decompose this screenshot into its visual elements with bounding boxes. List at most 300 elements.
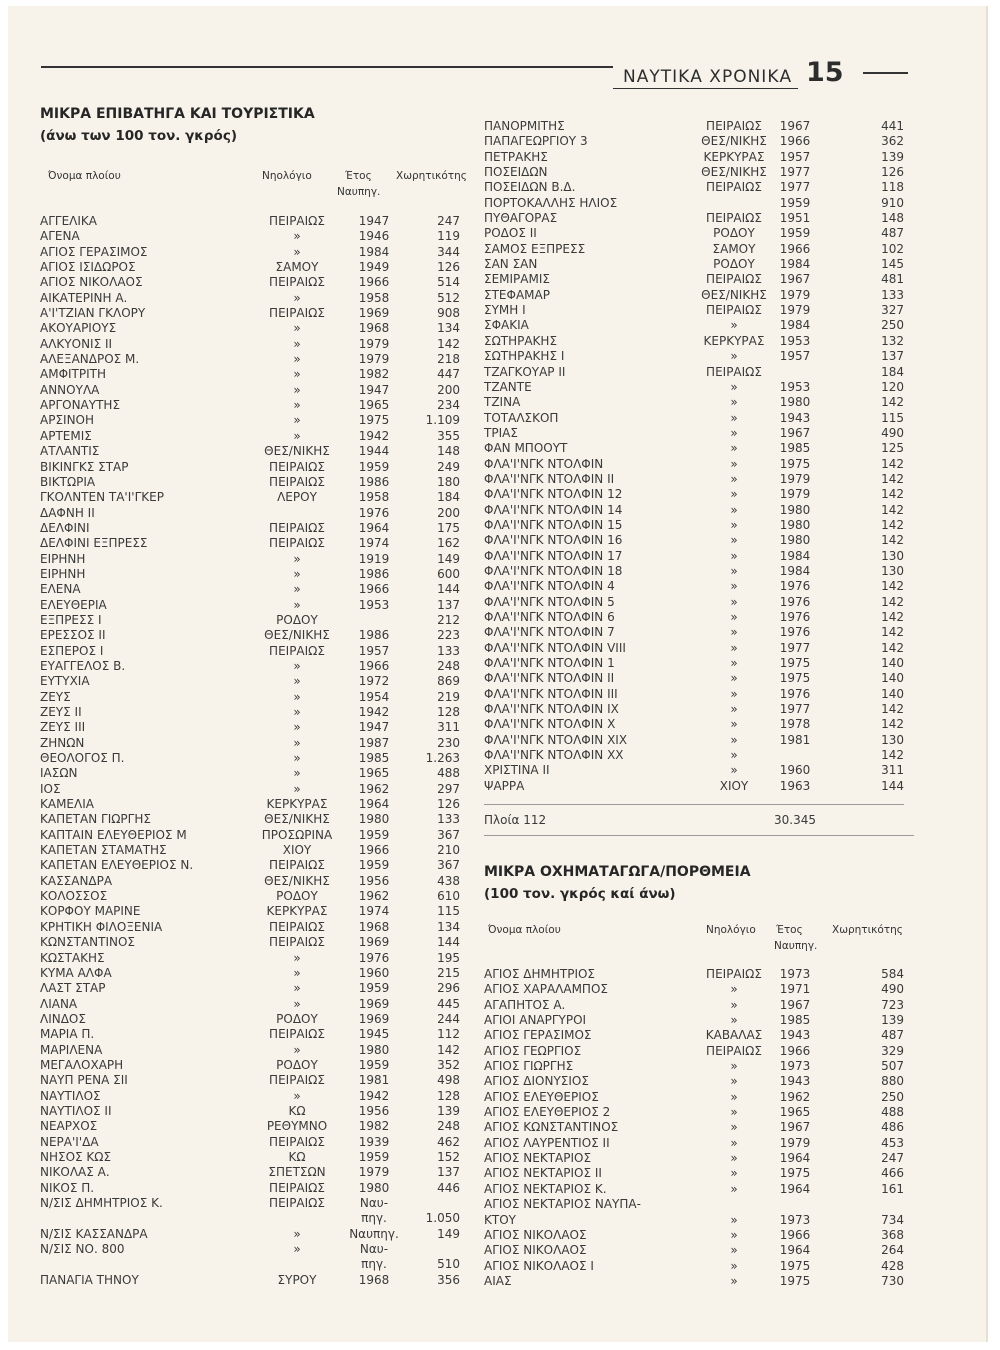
table-row — [40, 613, 480, 628]
tonnage: 215 — [437, 965, 460, 980]
build-year: 1964 — [779, 1243, 811, 1258]
tonnage: 910 — [881, 195, 904, 210]
tonnage: 148 — [881, 211, 904, 226]
registry-port: » — [730, 982, 738, 997]
tonnage: 140 — [881, 686, 904, 701]
table-row — [484, 1182, 924, 1197]
build-year: 1976 — [779, 686, 811, 701]
build-year: πηγ. — [361, 1257, 387, 1272]
table-row — [484, 180, 924, 195]
build-year: 1979 — [779, 471, 811, 486]
build-year: 1957 — [779, 149, 811, 164]
ship-name: ΡΟΔΟΣ ΙΙ — [484, 226, 537, 241]
registry-port: ΡΟΔΟΥ — [276, 612, 318, 627]
registry-port: ΘΕΣ/ΝΙΚΗΣ — [701, 134, 767, 149]
ship-name: ΖΗΝΩΝ — [40, 735, 85, 750]
build-year: 1946 — [358, 229, 390, 244]
registry-port: » — [293, 597, 301, 612]
ship-name: ΙΑΣΩΝ — [40, 766, 78, 781]
registry-port: ΠΕΙΡΑΙΩΣ — [269, 1027, 325, 1042]
table-row — [484, 472, 924, 487]
ship-name: ΖΕΥΣ ΙΙ — [40, 705, 82, 719]
build-year: 1966 — [779, 134, 811, 149]
registry-port: ΚΩ — [288, 1149, 306, 1164]
table-row — [40, 736, 480, 751]
ship-name: ΕΥΤΥΧΙΑ — [40, 674, 90, 689]
table-row — [484, 1274, 924, 1289]
registry-port: ΘΕΣ/ΝΙΚΗΣ — [264, 873, 330, 888]
tonnage: 149 — [437, 1226, 460, 1241]
build-year: 1966 — [779, 1043, 811, 1058]
tonnage: 142 — [881, 517, 904, 532]
ship-name: ΕΙΡΗΝΗ — [40, 566, 86, 581]
build-year: 1976 — [779, 610, 811, 624]
build-year: 1957 — [779, 349, 811, 364]
build-year: 1977 — [779, 640, 811, 655]
build-year: 1973 — [779, 967, 811, 981]
ship-name: ΝΙΚΟΛΑΣ Α. — [40, 1165, 110, 1180]
ship-name: ΔΑΦΝΗ ΙΙ — [40, 505, 95, 520]
registry-port: » — [730, 1181, 738, 1196]
ship-name: ΑΓΓΕΛΙΚΑ — [40, 214, 97, 228]
registry-port: ΠΕΙΡΑΙΩΣ — [706, 272, 762, 287]
ship-name: ΦΛΑ'Ι'ΝΓΚ ΝΤΟΛΦΙΝ ΙΧ — [484, 702, 619, 717]
build-year: 1957 — [358, 643, 390, 658]
table-row — [40, 797, 480, 812]
build-year: 1975 — [358, 413, 390, 428]
section-subtitle-passenger: (άνω των 100 τον. γκρός) — [40, 128, 238, 144]
build-year: 1966 — [358, 658, 390, 673]
tonnage: 210 — [437, 843, 460, 858]
tonnage: 148 — [437, 444, 460, 459]
build-year: 1967 — [779, 1120, 811, 1135]
table-row — [40, 1165, 480, 1180]
table-row — [484, 1120, 924, 1135]
build-year: 1959 — [358, 1149, 390, 1164]
build-year: πηγ. — [361, 1211, 387, 1226]
table-row — [484, 1228, 924, 1243]
table-row — [484, 671, 924, 686]
table-row — [484, 380, 924, 395]
table-row — [484, 967, 924, 982]
build-year: 1962 — [779, 1089, 811, 1104]
table-row — [40, 1104, 480, 1119]
table-row — [40, 337, 480, 352]
registry-port: » — [293, 582, 301, 597]
ship-name: ΑΚΟΥΑΡΙΟΥΣ — [40, 321, 117, 336]
ship-name: Ν/ΣΙΣ ΝΟ. 800 — [40, 1242, 125, 1257]
ship-name: ΑΡΤΕΜΙΣ — [40, 428, 92, 443]
table-row — [484, 226, 924, 241]
tonnage: 119 — [437, 229, 460, 244]
registry-port: » — [730, 1105, 738, 1120]
table-row — [484, 1151, 924, 1166]
table-row — [484, 1090, 924, 1105]
build-year: 1971 — [779, 982, 811, 997]
table-row — [484, 564, 924, 579]
tonnage: 144 — [437, 582, 460, 597]
tonnage: 130 — [881, 732, 904, 747]
registry-port: » — [730, 997, 738, 1012]
table-row — [40, 413, 480, 428]
ship-name: ΠΟΣΕΙΔΩΝ Β.Δ. — [484, 180, 576, 195]
registry-port: » — [730, 563, 738, 578]
registry-port: » — [293, 1088, 301, 1103]
build-year: 1965 — [358, 398, 390, 413]
ship-name: ΦΛΑ'Ι'ΝΓΚ ΝΤΟΛΦΙΝ 18 — [484, 563, 623, 578]
build-year: 1942 — [358, 428, 390, 443]
tonnage: 297 — [437, 781, 460, 796]
registry-port: » — [293, 566, 301, 581]
tonnage: 218 — [437, 352, 460, 367]
registry-port: » — [293, 367, 301, 382]
registry-port: » — [293, 1242, 301, 1257]
table-row — [40, 843, 480, 858]
build-year: 1985 — [779, 1013, 811, 1028]
build-year: 1980 — [779, 533, 811, 548]
build-year: 1969 — [358, 996, 390, 1011]
build-year: 1966 — [358, 275, 390, 290]
ship-name: ΚΑΜΕΛΙΑ — [40, 797, 94, 812]
table-row — [40, 383, 480, 398]
ship-name: ΕΛΕΝΑ — [40, 582, 81, 597]
tonnage: 723 — [881, 997, 904, 1012]
build-year: 1943 — [779, 1028, 811, 1043]
passenger-total-block — [484, 801, 924, 836]
table-row — [40, 1211, 480, 1226]
ship-name: ΕΣΠΕΡΟΣ Ι — [40, 643, 104, 658]
registry-port: » — [730, 732, 738, 747]
ship-name: ΑΓΙΟΣ ΛΑΥΡΕΝΤΙΟΣ ΙΙ — [484, 1135, 610, 1150]
ship-name: ΚΑΠΕΤΑΝ ΣΤΑΜΑΤΗΣ — [40, 843, 167, 858]
table-row — [484, 457, 924, 472]
tonnage: 481 — [881, 272, 904, 287]
build-year: 1976 — [779, 579, 811, 594]
registry-port: ΠΕΙΡΑΙΩΣ — [706, 119, 762, 133]
table-row — [484, 982, 924, 997]
registry-port: » — [293, 413, 301, 428]
build-year: 1984 — [779, 257, 811, 272]
table-row — [484, 998, 924, 1013]
registry-port: ΠΕΙΡΑΙΩΣ — [706, 967, 762, 981]
tonnage: 453 — [881, 1135, 904, 1150]
build-year: 1969 — [358, 306, 390, 321]
build-year: 1958 — [358, 290, 390, 305]
table-row — [40, 644, 480, 659]
ship-name: ΦΛΑ'Ι'ΝΓΚ ΝΤΟΛΦΙΝ 17 — [484, 548, 623, 563]
ship-name: ΦΛΑ'Ι'ΝΓΚ ΝΤΟΛΦΙΝ — [484, 456, 604, 471]
registry-port: » — [730, 748, 738, 763]
tonnage: 250 — [881, 318, 904, 333]
registry-port: » — [730, 349, 738, 364]
ship-name: ΑΜΦΙΤΡΙΤΗ — [40, 367, 107, 382]
registry-port: ΣΑΜΟΥ — [712, 241, 756, 256]
build-year: Ναυ- — [359, 1242, 389, 1257]
tonnage: 446 — [437, 1180, 460, 1195]
build-year: 1959 — [358, 459, 390, 474]
tonnage: 142 — [881, 702, 904, 717]
build-year: 1984 — [358, 244, 390, 259]
tonnage: 247 — [437, 214, 460, 228]
table-row — [40, 275, 480, 290]
table-row — [40, 291, 480, 306]
ship-name: ΛΙΑΝΑ — [40, 996, 78, 1011]
build-year: 1966 — [779, 241, 811, 256]
build-year: 1969 — [358, 935, 390, 950]
registry-port: » — [730, 471, 738, 486]
tonnage: 144 — [437, 935, 460, 950]
registry-port: » — [293, 551, 301, 566]
ship-name: ΠΟΣΕΙΔΩΝ — [484, 165, 548, 180]
registry-port: » — [730, 1059, 738, 1074]
ship-name: ΦΛΑ'Ι'ΝΓΚ ΝΤΟΛΦΙΝ ΧΙΧ — [484, 732, 628, 747]
tonnage: 908 — [437, 306, 460, 321]
registry-port: ΧΙΟΥ — [282, 843, 312, 858]
tonnage: 115 — [437, 904, 460, 919]
tonnage: 144 — [881, 778, 904, 793]
section-title-passenger: ΜΙΚΡΑ ΕΠΙΒΑΤΗΓΑ ΚΑΙ ΤΟΥΡΙΣΤΙΚΑ — [40, 106, 315, 122]
tonnage: 137 — [437, 597, 460, 612]
registry-port: ΠΡΟΣΩΡΙΝΑ — [261, 827, 333, 842]
build-year: 1981 — [779, 732, 811, 747]
tonnage: 730 — [881, 1273, 904, 1288]
registry-port: ΠΕΙΡΑΙΩΣ — [706, 303, 762, 318]
ship-name: ΝΗΣΟΣ ΚΩΣ — [40, 1149, 112, 1164]
tonnage: 445 — [437, 996, 460, 1011]
build-year: 1962 — [358, 889, 390, 904]
tonnage: 344 — [437, 244, 460, 259]
build-year: 1984 — [779, 318, 811, 333]
total-separator — [484, 804, 904, 805]
col-header-year: Έτος — [345, 170, 372, 182]
table-row — [40, 720, 480, 735]
build-year: 1942 — [358, 1088, 390, 1103]
ferry-col-header-year-2: Ναυπηγ. — [774, 940, 818, 952]
build-year: 1942 — [358, 705, 390, 719]
tonnage: 1.263 — [425, 751, 460, 766]
table-row — [40, 828, 480, 843]
registry-port: ΡΕΘΥΜΝΟ — [266, 1119, 328, 1134]
build-year: 1968 — [358, 919, 390, 934]
build-year: 1984 — [779, 563, 811, 578]
ship-name: ΤΖΙΝΑ — [484, 395, 521, 410]
ship-name: ΔΕΛΦΙΝΙ — [40, 520, 90, 535]
table-row — [40, 858, 480, 873]
registry-port: » — [293, 658, 301, 673]
table-row — [484, 211, 924, 226]
tonnage: 249 — [437, 459, 460, 474]
ship-name: ΚΩΝΣΤΑΝΤΙΝΟΣ — [40, 935, 135, 950]
build-year: 1975 — [779, 1273, 811, 1288]
build-year: 1980 — [358, 1180, 390, 1195]
table-row — [484, 1028, 924, 1043]
ship-name: ΠΑΝΑΓΙΑ ΤΗΝΟΥ — [40, 1272, 139, 1287]
registry-port: » — [730, 379, 738, 394]
registry-port: » — [730, 517, 738, 532]
registry-port: » — [730, 1135, 738, 1150]
tonnage: 367 — [437, 827, 460, 842]
registry-port: » — [293, 1042, 301, 1057]
ship-name: ΦΛΑ'Ι'ΝΓΚ ΝΤΟΛΦΙΝ 5 — [484, 594, 615, 609]
tonnage: 247 — [881, 1151, 904, 1166]
ship-name: ΑΓΙΟΣ ΔΙΟΝΥΣΙΟΣ — [484, 1074, 589, 1089]
tonnage: 219 — [437, 689, 460, 704]
registry-port: ΠΕΙΡΑΙΩΣ — [269, 306, 325, 321]
ship-name: ΚΟΡΦΟΥ ΜΑΡΙΝΕ — [40, 904, 141, 919]
registry-port: ΣΥΡΟΥ — [277, 1272, 317, 1287]
registry-port: ΚΩ — [288, 1103, 306, 1118]
build-year: 1977 — [779, 165, 811, 180]
build-year: 1977 — [779, 702, 811, 717]
ship-name: ΝΑΥΠ ΡΕΝΑ ΣΙΙ — [40, 1073, 128, 1088]
ship-name: ΚΑΠΤΑΙΝ ΕΛΕΥΘΕΡΙΟΣ Μ — [40, 827, 187, 842]
tonnage: 441 — [881, 119, 904, 133]
build-year: 1947 — [358, 382, 390, 397]
tonnage: 584 — [881, 967, 904, 981]
table-row — [40, 1073, 480, 1088]
table-row — [484, 748, 924, 763]
table-row — [40, 506, 480, 521]
table-row — [484, 1259, 924, 1274]
tonnage: 128 — [437, 1088, 460, 1103]
tonnage: 223 — [437, 628, 460, 643]
tonnage: 145 — [881, 257, 904, 272]
table-row — [40, 1242, 480, 1257]
section-subtitle-ferries: (100 τον. γκρός καί άνω) — [484, 886, 676, 902]
ship-name: ΦΛΑ'Ι'ΝΓΚ ΝΤΟΛΦΙΝ 7 — [484, 625, 615, 640]
build-year: 1951 — [779, 211, 811, 226]
tonnage: 115 — [881, 410, 904, 425]
registry-port: ΠΕΙΡΑΙΩΣ — [269, 536, 325, 551]
tonnage: 487 — [881, 226, 904, 241]
registry-port: ΠΕΙΡΑΙΩΣ — [269, 275, 325, 290]
build-year: 1953 — [358, 597, 390, 612]
table-row — [40, 229, 480, 244]
build-year: 1986 — [358, 474, 390, 489]
registry-port: ΚΕΡΚΥΡΑΣ — [703, 149, 765, 164]
build-year: 1963 — [779, 778, 811, 793]
build-year: 1969 — [358, 1011, 390, 1026]
build-year: 1968 — [358, 321, 390, 336]
col-header-name: Όνομα πλοίου — [48, 170, 121, 182]
build-year: 1965 — [358, 766, 390, 781]
tonnage: 311 — [437, 720, 460, 735]
tonnage: 142 — [881, 487, 904, 502]
table-row — [484, 533, 924, 548]
build-year: 1977 — [779, 180, 811, 195]
ship-name: ΦΛΑ'Ι'ΝΓΚ ΝΤΟΛΦΙΝ ΙΙ — [484, 671, 615, 686]
registry-port: ΠΕΙΡΑΙΩΣ — [269, 214, 325, 228]
table-row — [40, 444, 480, 459]
tonnage: 130 — [881, 548, 904, 563]
registry-port: » — [730, 594, 738, 609]
ship-name: Ν/ΣΙΣ ΚΑΣΣΑΝΔΡΑ — [40, 1226, 148, 1241]
build-year: 1979 — [358, 352, 390, 367]
table-row — [484, 1074, 924, 1089]
registry-port: » — [730, 717, 738, 732]
table-row — [484, 1044, 924, 1059]
registry-port: » — [293, 720, 301, 735]
ship-name: ΣΤΕΦΑΜΑΡ — [484, 287, 550, 302]
table-row — [40, 904, 480, 919]
tonnage: 142 — [881, 395, 904, 410]
ship-name: ΖΕΥΣ — [40, 689, 71, 704]
tonnage: 514 — [437, 275, 460, 290]
registry-port: ΠΕΙΡΑΙΩΣ — [269, 935, 325, 950]
table-row — [484, 395, 924, 410]
table-row — [40, 874, 480, 889]
tonnage: 142 — [881, 502, 904, 517]
tonnage: 311 — [881, 763, 904, 778]
registry-port: ΠΕΙΡΑΙΩΣ — [269, 919, 325, 934]
table-row — [484, 763, 924, 778]
tonnage: 152 — [437, 1149, 460, 1164]
table-row — [40, 1150, 480, 1165]
build-year: 1979 — [358, 336, 390, 351]
registry-port: » — [730, 1074, 738, 1089]
col-header-year-2: Ναυπηγ. — [337, 186, 381, 198]
registry-port: » — [730, 671, 738, 686]
build-year: 1985 — [358, 751, 390, 766]
table-row — [40, 1119, 480, 1134]
build-year: 1959 — [779, 226, 811, 241]
tonnage: 490 — [881, 425, 904, 440]
tonnage: 184 — [437, 490, 460, 505]
registry-port: ΠΕΙΡΑΙΩΣ — [269, 1196, 325, 1210]
build-year: 1967 — [779, 119, 811, 133]
registry-port: ΠΕΙΡΑΙΩΣ — [706, 180, 762, 195]
table-row — [40, 812, 480, 827]
table-row — [484, 426, 924, 441]
build-year: 1945 — [358, 1027, 390, 1042]
tonnage: 510 — [437, 1257, 460, 1272]
registry-port: » — [730, 1120, 738, 1135]
ship-name: ΜΕΓΑΛΟΧΑΡΗ — [40, 1057, 124, 1072]
registry-port: ΠΕΙΡΑΙΩΣ — [269, 858, 325, 873]
ship-name: ΑΓΙΟΣ ΧΑΡΑΛΑΜΠΟΣ — [484, 982, 608, 997]
build-year: 1982 — [358, 1119, 390, 1134]
table-row — [484, 687, 924, 702]
registry-port: » — [293, 996, 301, 1011]
registry-port: » — [730, 1243, 738, 1258]
build-year: 1967 — [779, 272, 811, 287]
total-value: 30.345 — [774, 813, 816, 827]
table-row — [40, 1027, 480, 1042]
ship-name: ΦΛΑ'Ι'ΝΓΚ ΝΤΟΛΦΙΝ 14 — [484, 502, 623, 517]
ferry-col-header-port: Νηολόγιο — [706, 924, 756, 936]
ship-name: ΑΓΑΠΗΤΟΣ Α. — [484, 997, 566, 1012]
section-title-ferries: ΜΙΚΡΑ ΟΧΗΜΑΤΑΓΩΓΑ/ΠΟΡΘΜΕΙΑ — [484, 864, 751, 880]
build-year: 1975 — [779, 671, 811, 686]
ship-name: ΑΓΙΟΣ ΝΕΚΤΑΡΙΟΣ ΝΑΥΠΑ- — [484, 1197, 641, 1212]
registry-port: » — [730, 1166, 738, 1181]
ship-name: ΒΙΚΙΝΓΚΣ ΣΤΑΡ — [40, 459, 129, 474]
table-row — [40, 1196, 480, 1211]
build-year: 1984 — [779, 548, 811, 563]
passenger-list-right — [484, 119, 924, 794]
build-year: 1947 — [358, 214, 390, 228]
tonnage: 327 — [881, 303, 904, 318]
table-row — [484, 1059, 924, 1074]
table-row — [40, 475, 480, 490]
build-year: 1953 — [779, 333, 811, 348]
build-year: 1964 — [779, 1181, 811, 1196]
ship-name: ΠΟΡΤΟΚΑΛΛΗΣ ΗΛΙΟΣ — [484, 195, 618, 210]
ship-name: ΦΛΑ'Ι'ΝΓΚ ΝΤΟΛΦΙΝ VIII — [484, 640, 626, 655]
registry-port: » — [730, 625, 738, 640]
registry-port: » — [730, 395, 738, 410]
build-year: 1958 — [358, 490, 390, 505]
